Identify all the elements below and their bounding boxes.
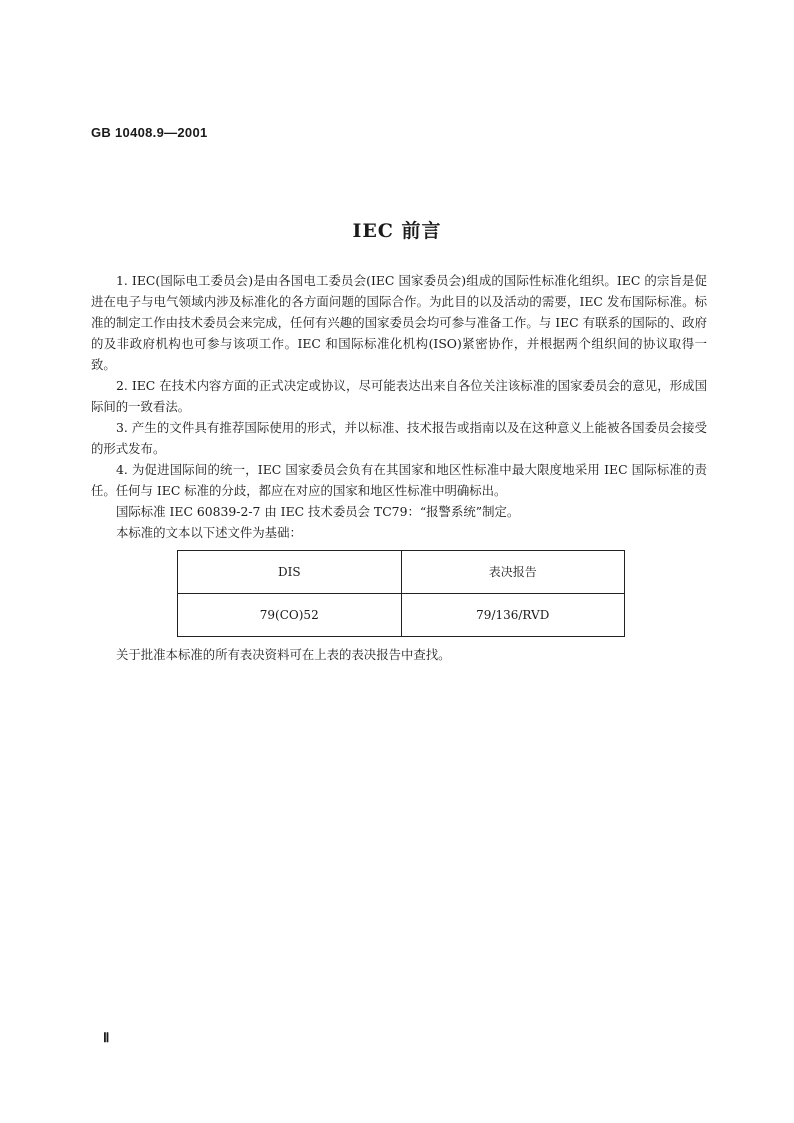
page-number: Ⅱ	[103, 1030, 110, 1045]
document-body	[91, 270, 707, 665]
closing-paragraph: 关于批准本标准的所有表决资料可在上表的表决报告中查找。	[116, 647, 451, 662]
standard-code: GB 10408.9—2001	[91, 125, 208, 140]
table-header-row	[178, 551, 625, 594]
table-cell: 79/136/RVD	[401, 594, 625, 637]
table-header-cell: DIS	[178, 551, 402, 594]
page-title: IEC 前言	[352, 220, 442, 242]
paragraph-3: 3. 产生的文件具有推荐国际使用的形式，并以标准、技术报告或指南以及在这种意义上能被各国委员会接受的形式发布。	[91, 420, 707, 456]
paragraph-origin: 国际标准 IEC 60839-2-7 由 IEC 技术委员会 TC79：“报警系统”制定。	[116, 504, 520, 519]
paragraph-4: 4. 为促进国际间的统一，IEC 国家委员会负有在其国家和地区性标准中最大限度地采用 IEC 国际标准的责任。任何与 IEC 标准的分歧，都应在对应的国家和地区性标准中明确标出。	[91, 462, 707, 498]
paragraph-basis: 本标准的文本以下述文件为基础：	[116, 525, 302, 540]
table-row	[178, 594, 625, 637]
table-header-cell: 表决报告	[401, 551, 625, 594]
paragraph-1: 1. IEC(国际电工委员会)是由各国电工委员会(IEC 国家委员会)组成的国际性标准化组织。IEC 的宗旨是促进在电子与电气领域内涉及标准化的各方面问题的国际合作。为此目的以及活动的需要，IEC 发布国际标准。标准的制定工作由技术委员会来完成，任何有兴趣的国家委员会均可参与准备工作。与 IEC 有联系的国际的、政府的及非政府机构也可参与该项工作。IEC 和国际标准化机构(ISO)紧密协作，并根据两个组织间的协议取得一致。	[91, 273, 707, 372]
voting-documents-table	[177, 550, 625, 637]
table-cell: 79(CO)52	[178, 594, 402, 637]
paragraph-2: 2. IEC 在技术内容方面的正式决定或协议，尽可能表达出来自各位关注该标准的国家委员会的意见，形成国际间的一致看法。	[91, 378, 707, 414]
